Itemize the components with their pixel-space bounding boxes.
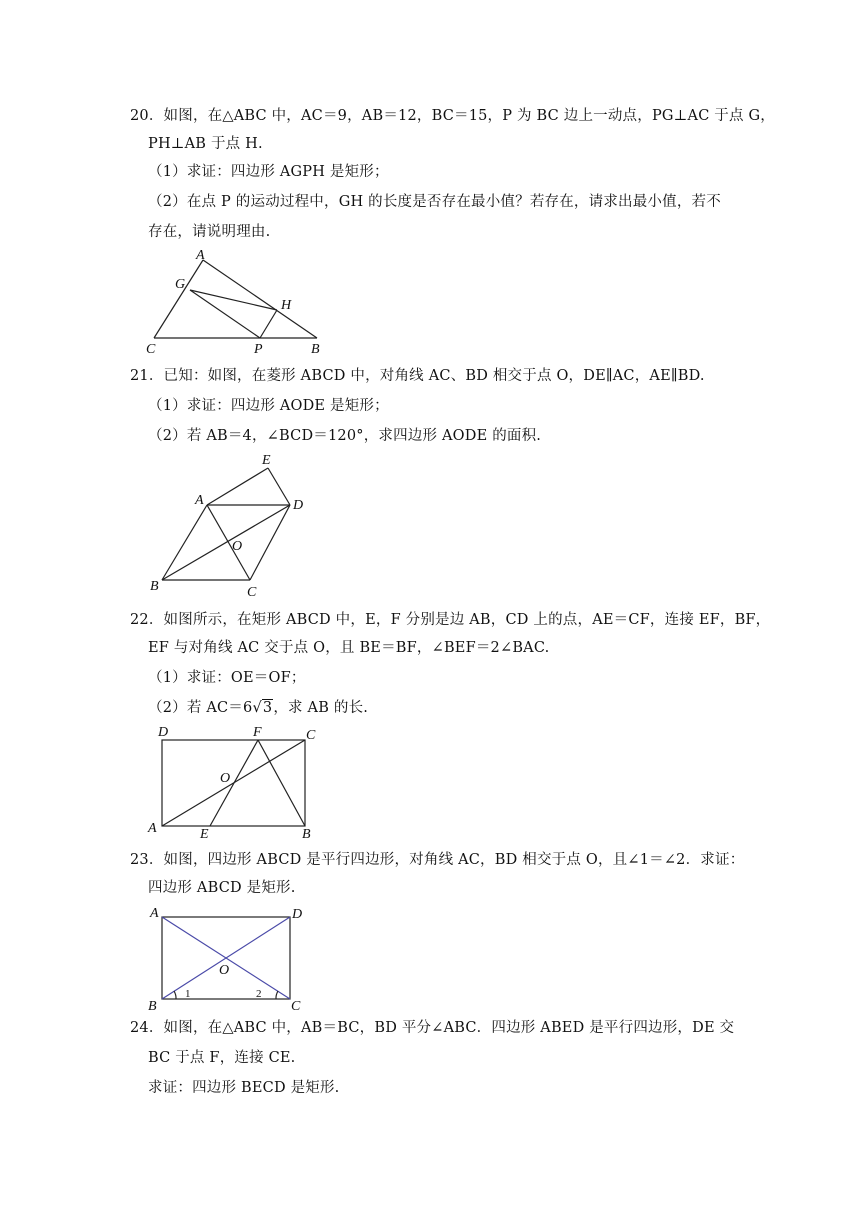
side-ac <box>154 260 203 338</box>
q22-part-2 <box>148 698 368 718</box>
label-h: H <box>281 298 292 313</box>
q21-figure <box>140 450 330 600</box>
seg-ef <box>210 740 258 826</box>
label-a: A <box>195 493 204 508</box>
label-f: F <box>253 725 262 740</box>
q22-part-2-post: ，求 AB 的长. <box>273 700 369 716</box>
q23-line-2: 四边形 ABCD 是矩形. <box>148 880 296 896</box>
label-angle-1: 1 <box>185 988 191 1000</box>
seg-ed <box>268 468 290 505</box>
seg-gh <box>190 290 277 310</box>
label-c: C <box>247 585 257 600</box>
seg-bf <box>258 740 305 826</box>
label-o: O <box>232 539 243 554</box>
q23-line-1: 23．如图，四边形 ABCD 是平行四边形，对角线 AC，BD 相交于点 O，且∠1＝∠2．求证： <box>130 852 745 868</box>
q22-figure <box>140 722 330 842</box>
q22-part-2-pre: （2）若 AC＝6 <box>148 700 253 716</box>
label-b: B <box>148 999 157 1014</box>
label-o: O <box>220 771 231 786</box>
q22-part-1: （1）求证：OE＝OF； <box>148 670 306 686</box>
q20-part-2b: 存在，请说明理由. <box>148 224 271 240</box>
label-g: G <box>175 277 186 292</box>
label-p: P <box>254 342 263 357</box>
q24-line-3: 求证：四边形 BECD 是矩形. <box>148 1080 340 1096</box>
q20-part-2a: （2）在点 P 的运动过程中，GH 的长度是否存在最小值？若存在，请求出最小值，若不 <box>148 194 721 210</box>
q20-figure <box>140 248 340 358</box>
radicand: 3 <box>262 700 273 716</box>
q20-line-1: 20．如图，在△ABC 中，AC＝9，AB＝12，BC＝15，P 为 BC 边上一动点，PG⊥AC 于点 G， <box>130 108 775 124</box>
q24-line-1: 24．如图，在△ABC 中，AB＝BC，BD 平分∠ABC．四边形 ABED 是平行四边形，DE 交 <box>130 1020 735 1036</box>
side-ab <box>203 260 317 338</box>
seg-gp <box>190 290 260 338</box>
label-e: E <box>262 453 271 468</box>
label-d: D <box>158 725 169 740</box>
q21-part-1: （1）求证：四边形 AODE 是矩形； <box>148 398 389 414</box>
sqrt-sign <box>252 698 273 718</box>
label-b: B <box>311 342 320 357</box>
q21-line-1: 21．已知：如图，在菱形 ABCD 中，对角线 AC、BD 相交于点 O，DE∥AC，AE∥BD. <box>130 368 705 384</box>
q22-line-1: 22．如图所示，在矩形 ABCD 中，E，F 分别是边 AB，CD 上的点，AE＝CF，连接 EF，BF， <box>130 612 771 628</box>
label-e: E <box>200 827 209 842</box>
radical-glyph: √ <box>252 700 262 716</box>
label-b: B <box>150 579 159 594</box>
label-a: A <box>196 248 205 263</box>
label-a: A <box>150 906 159 921</box>
angle-2-arc <box>276 991 278 999</box>
label-a: A <box>148 821 157 836</box>
diag-ac <box>207 505 250 580</box>
label-d: D <box>293 498 304 513</box>
label-c: C <box>291 999 301 1014</box>
q22-line-2: EF 与对角线 AC 交于点 O，且 BE＝BF，∠BEF＝2∠BAC. <box>148 640 550 656</box>
label-o: O <box>219 963 230 978</box>
label-d: D <box>292 907 303 922</box>
seg-ae <box>207 468 268 505</box>
q23-figure <box>140 902 320 1014</box>
diag-bd <box>162 505 290 580</box>
side-ab <box>162 505 207 580</box>
q24-line-2: BC 于点 F，连接 CE. <box>148 1050 296 1066</box>
label-c: C <box>306 728 316 743</box>
seg-hp <box>260 310 277 338</box>
label-c: C <box>146 342 156 357</box>
label-b: B <box>302 827 311 842</box>
label-angle-2: 2 <box>256 988 262 1000</box>
q20-line-2: PH⊥AB 于点 H. <box>148 136 263 152</box>
q20-part-1: （1）求证：四边形 AGPH 是矩形； <box>148 164 389 180</box>
angle-1-arc <box>174 991 176 999</box>
q21-part-2: （2）若 AB＝4，∠BCD＝120°，求四边形 AODE 的面积. <box>148 428 542 444</box>
